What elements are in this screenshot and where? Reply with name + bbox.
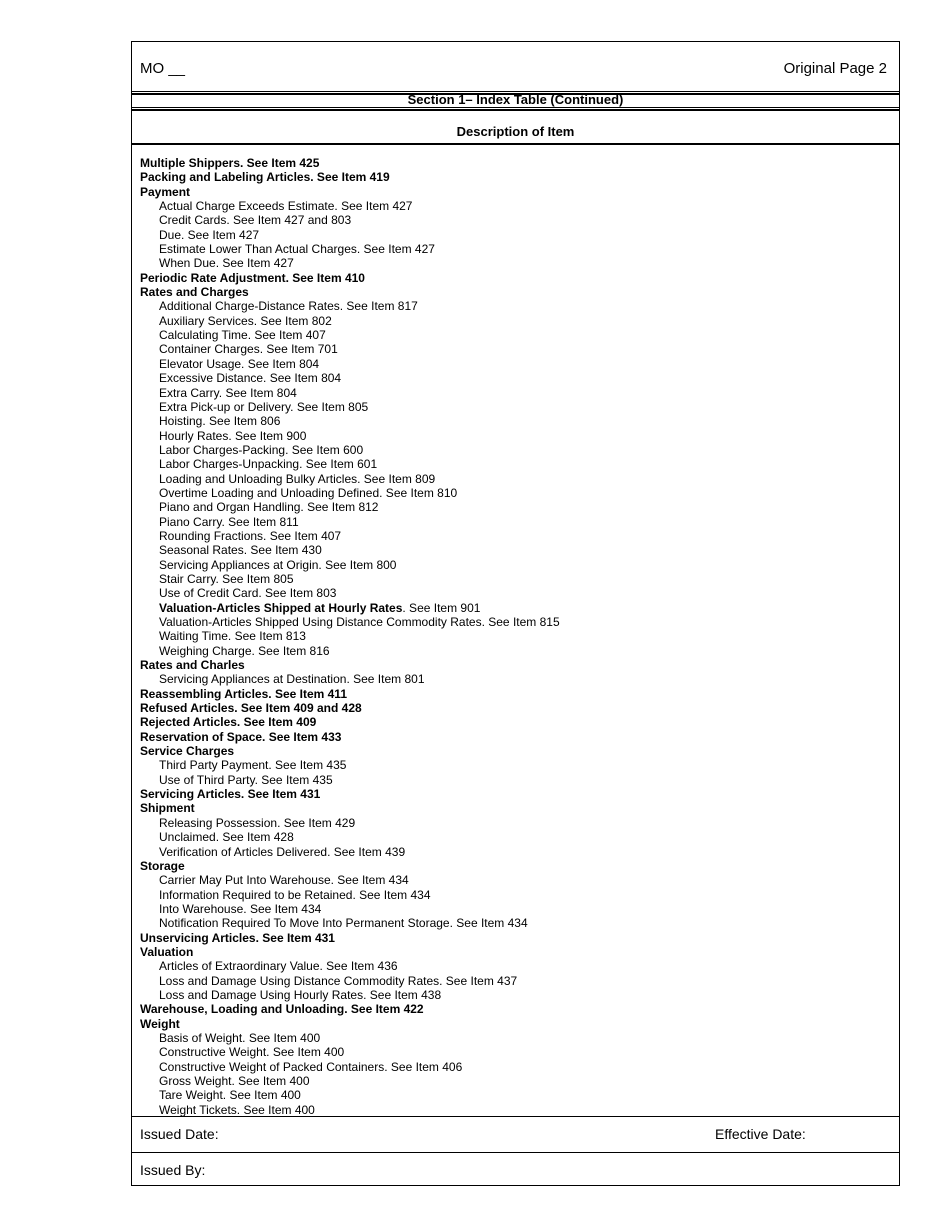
tariff-page: [131, 41, 900, 1186]
index-subentry: Weight Tickets. See Item 400: [159, 1102, 315, 1117]
index-subentry: Servicing Appliances at Origin. See Item 800: [159, 557, 397, 572]
index-subentry: Due. See Item 427: [159, 227, 260, 242]
divider: [132, 109, 899, 111]
index-heading: Packing and Labeling Articles. See Item 419: [140, 170, 390, 185]
index-subentry: Into Warehouse. See Item 434: [159, 901, 322, 916]
index-subentry: Use of Credit Card. See Item 803: [159, 586, 337, 601]
index-heading: Periodic Rate Adjustment. See Item 410: [140, 270, 365, 285]
effective-date-label: Effective Date:: [715, 1126, 806, 1142]
index-heading: Unservicing Articles. See Item 431: [140, 930, 335, 945]
issued-by-row: [132, 1154, 899, 1186]
index-subentry: Estimate Lower Than Actual Charges. See Item 427: [159, 242, 435, 257]
issued-by-label: Issued By:: [140, 1162, 206, 1178]
divider: [132, 107, 899, 108]
index-heading: Rates and Charges: [140, 285, 249, 300]
index-subentry: Third Party Payment. See Item 435: [159, 758, 347, 773]
index-subentry: When Due. See Item 427: [159, 256, 294, 271]
index-heading: Storage: [140, 858, 185, 873]
index-heading: Rejected Articles. See Item 409: [140, 715, 317, 730]
index-subentry: Labor Charges-Unpacking. See Item 601: [159, 457, 378, 472]
index-subentry: Additional Charge-Distance Rates. See Item 817: [159, 299, 418, 314]
index-heading: Reassembling Articles. See Item 411: [140, 686, 347, 701]
index-heading: Service Charges: [140, 744, 235, 759]
index-subentry-bold: Valuation-Articles Shipped at Hourly Rates: [159, 600, 403, 615]
divider: [132, 1152, 899, 1153]
index-subentry: [140, 601, 880, 615]
index-subentry: Waiting Time. See Item 813: [159, 629, 306, 644]
index-subentry: Verification of Articles Delivered. See Item 439: [159, 844, 406, 859]
index-heading: Servicing Articles. See Item 431: [140, 787, 321, 802]
index-subentry: Loss and Damage Using Hourly Rates. See Item 438: [159, 987, 442, 1002]
index-subentry: Notification Required To Move Into Permanent Storage. See Item 434: [159, 916, 528, 931]
divider: [132, 143, 899, 145]
index-subentry: Gross Weight. See Item 400: [159, 1074, 310, 1088]
issued-date-label: Issued Date:: [140, 1126, 219, 1142]
index-heading: Rates and Charles: [140, 658, 245, 673]
index-subentry: Overtime Loading and Unloading Defined. See Item 810: [159, 485, 458, 500]
index-subentry: Constructive Weight. See Item 400: [159, 1045, 345, 1060]
index-subentry: Articles of Extraordinary Value. See Item 436: [159, 959, 398, 974]
index-subentry: Weighing Charge. See Item 816: [159, 643, 330, 658]
column-title: Description of Item: [456, 124, 575, 139]
index-subentry: Credit Cards. See Item 427 and 803: [159, 213, 352, 228]
index-subentry: Loss and Damage Using Distance Commodity Rates. See Item 437: [159, 973, 518, 988]
index-subentry: Rounding Fractions. See Item 407: [159, 528, 342, 543]
index-subentry: Labor Charges-Packing. See Item 600: [159, 442, 364, 457]
index-subentry: Piano Carry. See Item 811: [159, 514, 299, 529]
index-subentry: Extra Pick-up or Delivery. See Item 805: [159, 399, 369, 414]
index-subentry: Servicing Appliances at Destination. See Item 801: [159, 672, 425, 687]
index-heading: Refused Articles. See Item 409 and 428: [140, 701, 362, 716]
index-heading: Weight: [140, 1016, 180, 1031]
index-heading: Reservation of Space. See Item 433: [140, 729, 342, 744]
page-header: [132, 42, 899, 92]
index-subentry: Excessive Distance. See Item 804: [159, 371, 342, 386]
index-subentry: Basis of Weight. See Item 400: [159, 1030, 321, 1045]
index-subentry: Hoisting. See Item 806: [159, 414, 281, 429]
index-subentry: Calculating Time. See Item 407: [159, 328, 326, 343]
issued-date-row: [132, 1118, 899, 1154]
state-code: MO __: [140, 60, 186, 77]
index-subentry: Releasing Possession. See Item 429: [159, 815, 356, 830]
index-subentry: Constructive Weight of Packed Containers. See Item 406: [159, 1059, 463, 1074]
index-heading: Shipment: [140, 801, 195, 816]
index-subentry: Seasonal Rates. See Item 430: [159, 543, 322, 558]
index-subentry: Valuation-Articles Shipped Using Distance Commodity Rates. See Item 815: [159, 615, 560, 629]
section-title: Section 1– Index Table (Continued): [407, 92, 624, 107]
index-entries: [140, 156, 880, 1117]
divider: [132, 1116, 899, 1117]
index-subentry: Loading and Unloading Bulky Articles. See Item 809: [159, 471, 436, 486]
index-heading: Payment: [140, 184, 191, 199]
index-subentry: Carrier May Put Into Warehouse. See Item 434: [159, 873, 409, 888]
index-subentry: Elevator Usage. See Item 804: [159, 356, 320, 371]
index-heading: Warehouse, Loading and Unloading. See Item 422: [140, 1002, 424, 1017]
index-subentry: Extra Carry. See Item 804: [159, 385, 297, 400]
page-number: Original Page 2: [783, 60, 887, 77]
index-subentry-text: . See Item 901: [402, 600, 481, 615]
index-subentry: Information Required to be Retained. See Item 434: [159, 887, 431, 902]
index-subentry: Piano and Organ Handling. See Item 812: [159, 500, 379, 515]
index-subentry: Auxiliary Services. See Item 802: [159, 313, 332, 328]
index-heading: Multiple Shippers. See Item 425: [140, 156, 320, 170]
index-subentry: Tare Weight. See Item 400: [159, 1088, 301, 1103]
index-subentry: Hourly Rates. See Item 900: [159, 428, 307, 443]
index-subentry: Use of Third Party. See Item 435: [159, 772, 333, 787]
index-subentry: Stair Carry. See Item 805: [159, 571, 294, 586]
index-subentry: Container Charges. See Item 701: [159, 342, 338, 357]
index-heading: Valuation: [140, 944, 194, 959]
index-subentry: Unclaimed. See Item 428: [159, 830, 294, 845]
index-subentry: Actual Charge Exceeds Estimate. See Item 427: [159, 199, 413, 214]
